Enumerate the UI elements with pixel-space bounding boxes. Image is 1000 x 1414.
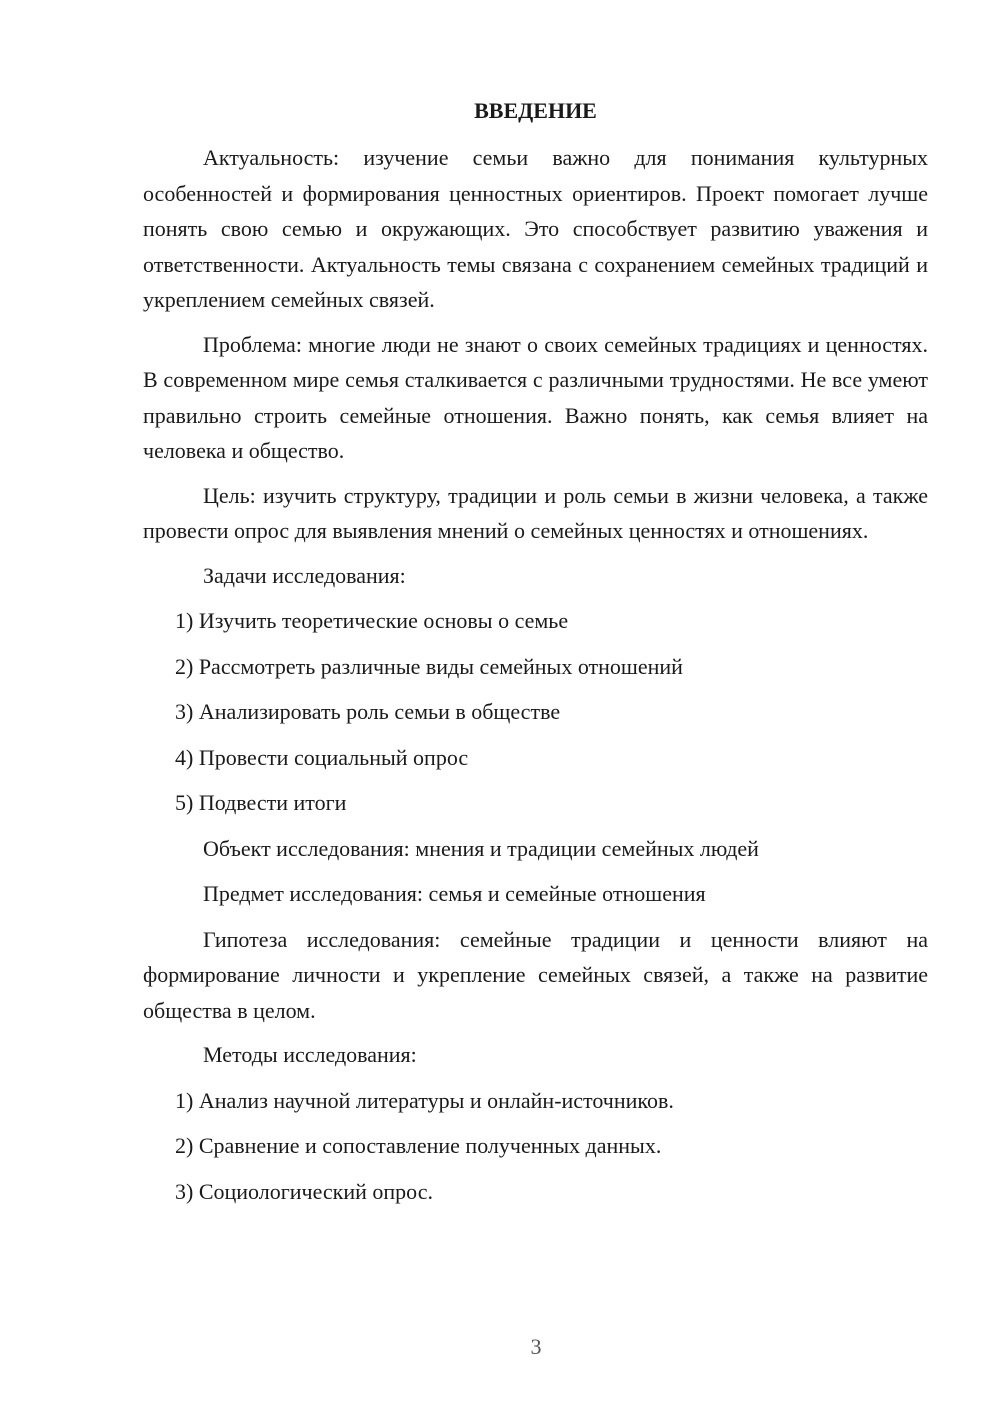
- page-content: [143, 96, 928, 1219]
- method-item: 3) Социологический опрос.: [175, 1178, 433, 1204]
- task-item: 5) Подвести итоги: [175, 790, 347, 815]
- page-number: 3: [530, 1334, 542, 1359]
- method-item: 2) Сравнение и сопоставление полученных данных.: [175, 1133, 662, 1158]
- task-item: 2) Рассмотреть различные виды семейных отношений: [175, 653, 683, 679]
- problem-paragraph: Проблема: многие люди не знают о своих семейных традициях и ценностях. В современном мире семья сталкивается с различными трудностями. Не все умеют правильно строить семейные отношения. Важно понять, как семья влияет на человека и общество.: [143, 331, 928, 463]
- hypothesis-paragraph: Гипотеза исследования: семейные традиции и ценности влияют на формирование личности и укрепление семейных связей, а также на развитие общества в целом.: [143, 926, 928, 1023]
- task-item: 1) Изучить теоретические основы о семье: [175, 608, 569, 633]
- methods-heading: Методы исследования:: [203, 1042, 417, 1067]
- relevance-paragraph: Актуальность: изучение семьи важно для понимания культурных особенностей и формирования ценностных ориентиров. Проект помогает лучше понять свою семью и окружающих. Это способствует развитию уважения и ответственности. Актуальность темы связана с сохранением семейных традиций и укреплением семейных связей.: [143, 145, 928, 312]
- method-item: 1) Анализ научной литературы и онлайн-источников.: [175, 1087, 674, 1113]
- task-item: 3) Анализировать роль семьи в обществе: [175, 699, 561, 724]
- page-title: ВВЕДЕНИЕ: [474, 98, 597, 123]
- goal-paragraph: Цель: изучить структуру, традиции и роль семьи в жизни человека, а также провести опрос для выявления мнений о семейных ценностях и отношениях.: [143, 482, 928, 543]
- task-item: 4) Провести социальный опрос: [175, 744, 469, 770]
- research-object: Объект исследования: мнения и традиции семейных людей: [203, 835, 759, 861]
- research-subject: Предмет исследования: семья и семейные отношения: [203, 881, 706, 906]
- tasks-heading: Задачи исследования:: [203, 562, 406, 588]
